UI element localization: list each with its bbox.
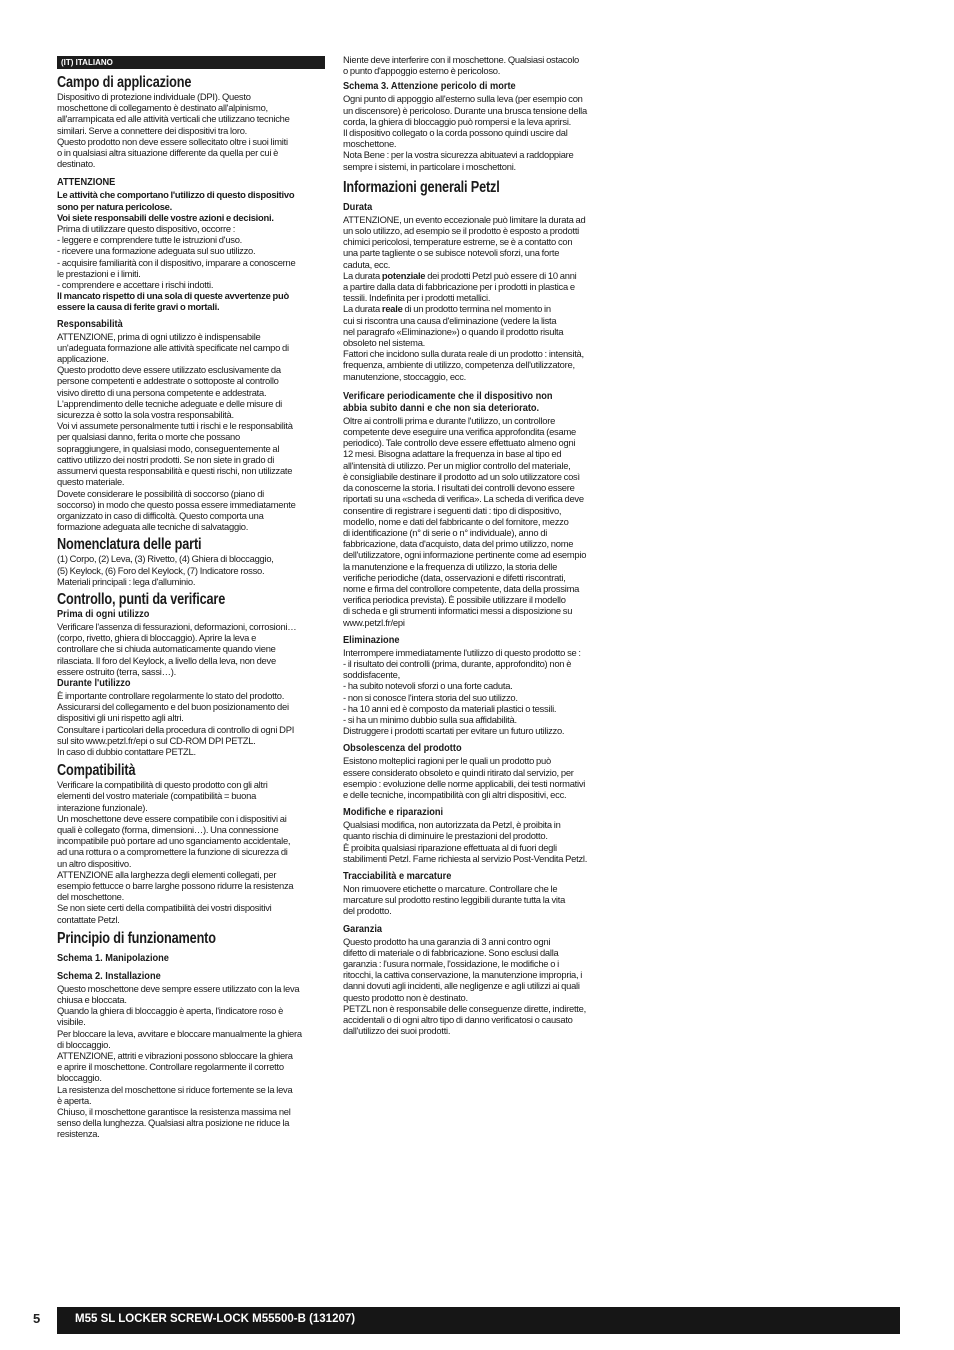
section-title-campo: Campo di applicazione [57, 74, 192, 91]
durata-potenziale: potenziale [381, 269, 426, 281]
durata-text-1: ATTENZIONE, un evento eccezionale può limitare la durata ad un solo utilizzo, ad esempio se il prodotto è esposto a prodotti chimici pericolosi, temperature estreme, se è a contatto con una parte tagliente o se subisce notevoli sforzi, una forte caduta, ecc. [343, 213, 586, 270]
obsolescenza-text: Esistono molteplici ragioni per le quali un prodotto può essere considerato obsoleto e quindi ritirato dal servizio, per esempio : evoluzione delle norme applicabili, dei testi normativi e delle tecniche, incompatibilità con gli altri dispositivi, ecc. [343, 755, 586, 800]
garanzia-text: Questo prodotto ha una garanzia di 3 anni contro ogni difetto di materiale o di fabbricazione. Sono esclusi dalla garanzia : l'usura normale, l'ossidazione, le modifiche o i ritocchi, la cattiva conservazione, la manutenzione impropria, i danni dovuti agli incidenti, alle negligenze e agli utilizzi ai quali questo prodotto non è destinato. PETZL non è responsabile delle conseguenze dirette, indirette, accidentali o di ogni altro tipo di danno verificatosi o causato dall'utilizzo dei suoi prodotti. [343, 935, 586, 1037]
attenzione-bold: Le attività che comportano l'utilizzo di questo dispositivo sono per natura pericolose. Voi siete responsabili delle vostre azioni e decisioni. [57, 189, 295, 223]
attenzione-bold-2: Il mancato rispetto di una sola di queste avvertenze può essere la causa di ferite gravi o mortali. [57, 290, 289, 313]
schema-2-text: Questo moschettone deve sempre essere utilizzato con la leva chiusa e bloccata. Quando la ghiera di bloccaggio è aperta, l'indicatore roso è visibile. Per bloccare la leva, avvitare e bloccare manualmente la ghiera di bloccaggio. ATTENZIONE, attriti e vibrazioni possono sbloccare la ghiera e aprire il moschettone. Controllare regolarmente il corretto bloccaggio. La resistenza del moschettone si riduce fortemente se la leva è aperta. Chiuso, il moschettone garantisce la resistenza massima nel senso della lunghezza. Qualsiasi altra posizione ne riduce la resistenza. [57, 982, 302, 1140]
controllo-text-durante: È importante controllare regolarmente lo stato del prodotto. Assicurarsi del collegamento e del buon posizionamento dei dispositivi gli uni rispetto agli altri. Consultare i particolari della procedura di controllo di ogni DPI sul sito www.petzl.fr/epi o sul CD-ROM DPI PETZL. In caso di dubbio contattare PETZL. [57, 689, 295, 757]
section-title-controllo: Controllo, punti da verificare [57, 590, 226, 608]
durata-text-2 [343, 270, 611, 304]
schema-1-heading: Schema 1. Manipolazione [57, 951, 169, 964]
modifiche-heading: Modifiche e riparazioni [343, 806, 444, 819]
modifiche-text: Qualsiasi modifica, non autorizzata da Petzl, è proibita in quanto rischia di diminuire le prestazioni del prodotto. È proibita qualsiasi riparazione effettuata al di fuori degli stabilimenti Petzl. Farne richiesta al servizio Post-Vendita Petzl. [343, 819, 588, 864]
right-column [343, 54, 611, 1036]
tracciabilita-text: Non rimuovere etichette o marcature. Controllare che le marcature sul prodotto restino leggibili durante tutta la vita del prodotto. [343, 882, 566, 917]
left-column [57, 56, 325, 1140]
attenzione-text: Prima di utilizzare questo dispositivo, occorre : - leggere e comprendere tutte le istruzioni d'uso. - ricevere una formazione adeguata sul suo utilizzo. - acquisire familiarità con il dispositivo, imparare a conoscerne le prestazioni e i limiti. - comprendere e accettare i rischi indotti. [57, 223, 296, 291]
section-title-compatibilita: Compatibilità [57, 762, 136, 780]
responsabilita-heading: Responsabilità [57, 317, 123, 330]
compatibilita-text: Verificare la compatibilità di questo prodotto con gli altri elementi del vostro materiale (compatibilità = buona interazione funzionale). Un moschettone deve essere compatibile con i dispositivi ai quali è collegato (forma, dimensioni…). Una connessione incompatibile può portare ad uno sganciamento accidentale, ad una rottura o a compromettere la funzione di sicurezza di un altro dispositivo. ATTENZIONE alla larghezza degli elementi collegati, per esempio fettucce o barre larghe possono ridurre la resistenza del moschettone. Se non siete certi della compatibilità dei vostri dispositivi contattate Petzl. [57, 779, 294, 925]
durata-heading: Durata [343, 200, 373, 213]
tracciabilita-heading: Tracciabilità e marcature [343, 869, 452, 882]
eliminazione-text: Interrompere immediatamente l'utilizzo di questo prodotto se : - il risultato dei controlli (prima, durante, approfondito) non è soddisfacente, - ha subito notevoli sforzi o una forte caduta. - non si conosce l'intera storia del suo utilizzo. - ha 10 anni ed è composto da materiali plastici o tessili. - si ha un minimo dubbio sulla sua affidabilità. Distruggere i prodotti scartati per evitare un futuro utilizzo. [343, 646, 581, 737]
garanzia-heading: Garanzia [343, 922, 383, 935]
durata-text-3 [343, 303, 611, 381]
page-number: 5 [33, 1311, 41, 1326]
attenzione-heading: ATTENZIONE [57, 176, 116, 189]
nomenclatura-text: (1) Corpo, (2) Leva, (3) Rivetto, (4) Ghiera di bloccaggio, (5) Keylock, (6) Foro del Keylock, (7) Indicatore rosso. Materiali principali : lega d'alluminio. [57, 553, 274, 587]
durata-reale: reale [381, 303, 403, 315]
verifica-text: Oltre ai controlli prima e durante l'utilizzo, un controllore competente deve eseguire una verifica approfondita (esame periodico). Tale controllo deve essere effettuato almeno ogni 12 mesi. Bisogna adattare la frequenza in base al tipo ed all'intensità di utilizzo. Per un miglior controllo del materiale, è consigliabile destinare il prodotto ad un solo utilizzatore così da conoscerne la storia. I risultati dei controlli devono essere riportati su una «scheda di verifica». La scheda di verifica deve consentire di registrare i seguenti dati : tipo di dispositivo, modello, nome e dati del fabbricante o del fornitore, mezzo di identificazione (n° di serie o n° individuale), anno di fabbricazione, data d'acquisto, data del primo utilizzo, nome dell'utilizzatore, ogni informazione pertinente come ad esempio la manutenzione e la frequenza di utilizzo, la storia delle verifiche periodiche (data, osservazioni e difetti riscontrati, nome e firma del controllore competente, data della prossima verifica periodica prevista). È possibile utilizzare il modello di scheda e gli strumenti informatici messi a disposizione su www.petzl.fr/epi [343, 414, 587, 628]
durata-a: La durata [343, 269, 382, 281]
language-label: (IT) ITALIANO [57, 56, 325, 69]
schema-2-heading: Schema 2. Installazione [57, 969, 161, 982]
section-title-principio: Principio di funzionamento [57, 929, 216, 947]
schema-3-heading: Schema 3. Attenzione pericolo di morte [343, 80, 516, 93]
schema-2-text-cont: Niente deve interferire con il moschettone. Qualsiasi ostacolo o punto d'appoggio esterno è pericoloso. [343, 54, 579, 77]
durata-d: di un prodotto termina nel momento in cui si riscontra una causa d'eliminazione (vedere la lista nel paragrafo «Eliminazione») o quando il prodotto risulta obsoleto nel sistema. Fattori che incidono sulla durata reale di un prodotto : intensità, frequenza, ambiente di utilizzo, competenza dell'utilizzatore, manutenzione, stoccaggio, ecc. [343, 303, 584, 382]
schema-3-text: Ogni punto di appoggio all'esterno sulla leva (per esempio con un discensore) è pericoloso. Durante una brusca tensione della corda, la ghiera di bloccaggio può rompersi e la leva aprirsi. Il dispositivo collegato o la corda possono quindi uscire dal moschettone. Nota Bene : per la vostra sicurezza abituatevi a raddoppiare sempre i sistemi, in particolare i moschettoni. [343, 93, 587, 172]
durata-c: La durata [343, 303, 382, 315]
section-title-nomenclatura: Nomenclatura delle parti [57, 536, 202, 554]
section-title-info: Informazioni generali Petzl [343, 178, 500, 196]
verifica-heading: Verificare periodicamente che il dispositivo non abbia subito danni e che non sia deteriorato. [343, 389, 553, 414]
footer-doc-ref: M55 SL LOCKER SCREW-LOCK M55500-B (131207) [57, 1307, 900, 1334]
eliminazione-heading: Eliminazione [343, 633, 400, 646]
controllo-sub-durante: Durante l'utilizzo [57, 676, 131, 689]
durata-b: dei prodotti Petzl può essere di 10 anni a partire dalla data di fabbricazione per i prodotti in plastica e tessili. Indefinita per i prodotti metallici. [343, 269, 577, 304]
controllo-sub-prima: Prima di ogni utilizzo [57, 607, 150, 620]
controllo-text-prima: Verificare l'assenza di fessurazioni, deformazioni, corrosioni… (corpo, rivetto, ghiera di bloccaggio). Aprire la leva e controllare che si chiuda automaticamente quando viene rilasciata. Il foro del Keylock, a livello della leva, non deve essere ostruito (terra, sassi…). [57, 620, 297, 677]
obsolescenza-heading: Obsolescenza del prodotto [343, 742, 462, 755]
campo-intro: Dispositivo di protezione individuale (DPI). Questo moschettone di collegamento è destinato all'alpinismo, all'arrampicata ed alle attività verticali che utilizzano tecniche similari. Serve a connettere dei dispositivi tra loro. Questo prodotto non deve essere sollecitato oltre i suoi limiti o in qualsiasi altra situazione differente da quella per cui è destinato. [57, 91, 290, 170]
responsabilita-text: ATTENZIONE, prima di ogni utilizzo è indispensabile un'adeguata formazione alle attività specificate nel campo di applicazione. Questo prodotto deve essere utilizzato esclusivamente da persone competenti e addestrate o sottoposte al controllo visivo diretto di una persona competente e addestrata. L'apprendimento delle tecniche adeguate e delle misure di sicurezza è sotto la sola vostra responsabilità. Voi vi assumete personalmente tutti i rischi e le responsabilità per qualsiasi danno, ferita o morte che possano sopraggiungere, in qualsiasi modo, conseguentemente al cattivo utilizzo dei nostri prodotti. Se non siete in grado di assumervi questa responsabilità e questi rischi, non utilizzate questo materiale. Dovete considerare le possibilità di soccorso (piano di soccorso) in modo che questo possa essere immediatamente organizzato in caso di difficoltà. Questo comporta una formazione adeguata alle tecniche di salvataggio. [57, 330, 296, 533]
